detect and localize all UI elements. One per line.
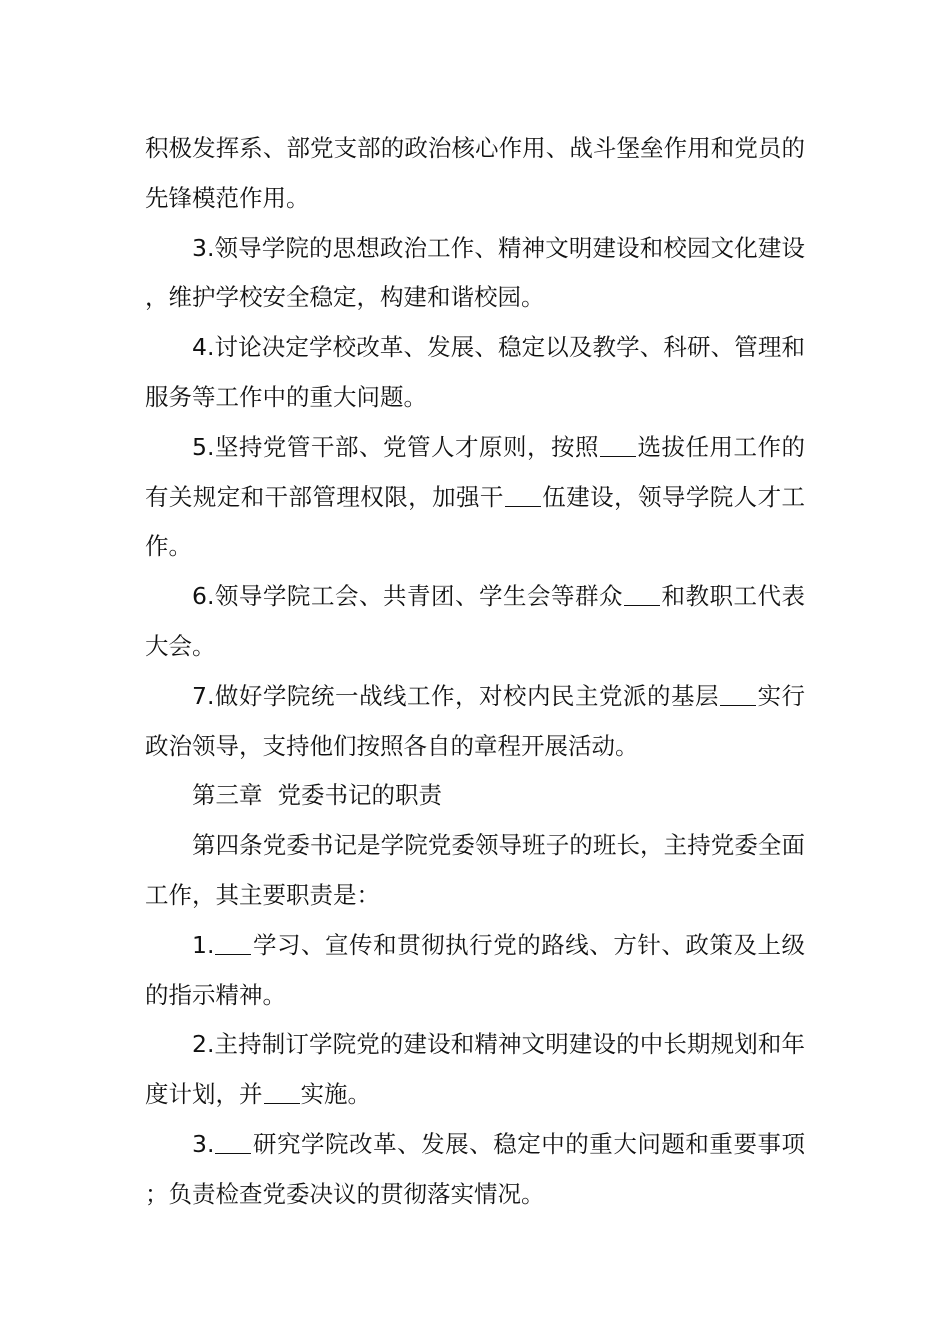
paragraph-text: 4.讨论决定学校改革、发展、稳定以及教学、科研、管理和服务等工作中的重大问题。 bbox=[145, 333, 805, 411]
paragraph-item-3 bbox=[145, 224, 805, 324]
fill-blank bbox=[600, 432, 636, 457]
paragraph-text: 实行政治领导，支持他们按照各自的章程开展活动。 bbox=[145, 681, 806, 760]
paragraph-duty-3 bbox=[145, 1120, 805, 1220]
paragraph-item-6 bbox=[145, 572, 805, 672]
document-body bbox=[145, 124, 805, 1220]
paragraph-text: 和教职工代表大会。 bbox=[145, 582, 806, 660]
paragraph-text: 2.主持制订学院党的建设和精神文明建设的中长期规划和年度计划，并 bbox=[145, 1030, 805, 1109]
fill-blank bbox=[215, 1129, 251, 1154]
paragraph-item-7 bbox=[145, 672, 805, 772]
fill-blank bbox=[215, 930, 251, 955]
fill-blank bbox=[505, 482, 541, 507]
article-paragraph bbox=[145, 821, 805, 921]
paragraph-text: 第四条党委书记是学院党委领导班子的班长，主持党委全面工作，其主要职责是： bbox=[145, 831, 805, 909]
paragraph-duty-2 bbox=[145, 1020, 805, 1120]
paragraph-duty-1 bbox=[145, 921, 805, 1021]
fill-blank bbox=[720, 681, 756, 706]
fill-blank bbox=[264, 1080, 300, 1105]
paragraph-text: 实施。 bbox=[300, 1080, 371, 1109]
paragraph-continuation bbox=[145, 124, 805, 224]
paragraph-text: 1. bbox=[192, 930, 215, 959]
paragraph-text: 学习、宣传和贯彻执行党的路线、方针、政策及上级的指示精神。 bbox=[145, 930, 805, 1009]
chapter-heading bbox=[145, 771, 805, 821]
paragraph-text: 3.领导学院的思想政治工作、精神文明建设和校园文化建设，维护学校安全稳定，构建和谐校园。 bbox=[145, 233, 805, 312]
paragraph-text: 3. bbox=[192, 1129, 215, 1158]
paragraph-text: 选拔任用工作的有关规定和干部管理权限，加强干 bbox=[145, 432, 806, 511]
paragraph-text: 积极发挥系、部党支部的政治核心作用、战斗堡垒作用和党员的先锋模范作用。 bbox=[145, 134, 805, 212]
fill-blank bbox=[624, 582, 660, 607]
paragraph-text: 5.坚持党管干部、党管人才原则，按照 bbox=[192, 432, 599, 461]
paragraph-text: 伍建设，领导学院人才工作。 bbox=[145, 482, 806, 561]
paragraph-item-5 bbox=[145, 423, 805, 572]
paragraph-text: 7.做好学院统一战线工作，对校内民主党派的基层 bbox=[192, 681, 719, 710]
paragraph-text: 6.领导学院工会、共青团、学生会等群众 bbox=[192, 582, 623, 611]
chapter-title: 第三章 党委书记的职责 bbox=[192, 781, 442, 810]
paragraph-item-4 bbox=[145, 323, 805, 423]
paragraph-text: 研究学院改革、发展、稳定中的重大问题和重要事项；负责检查党委决议的贯彻落实情况。 bbox=[145, 1129, 805, 1208]
